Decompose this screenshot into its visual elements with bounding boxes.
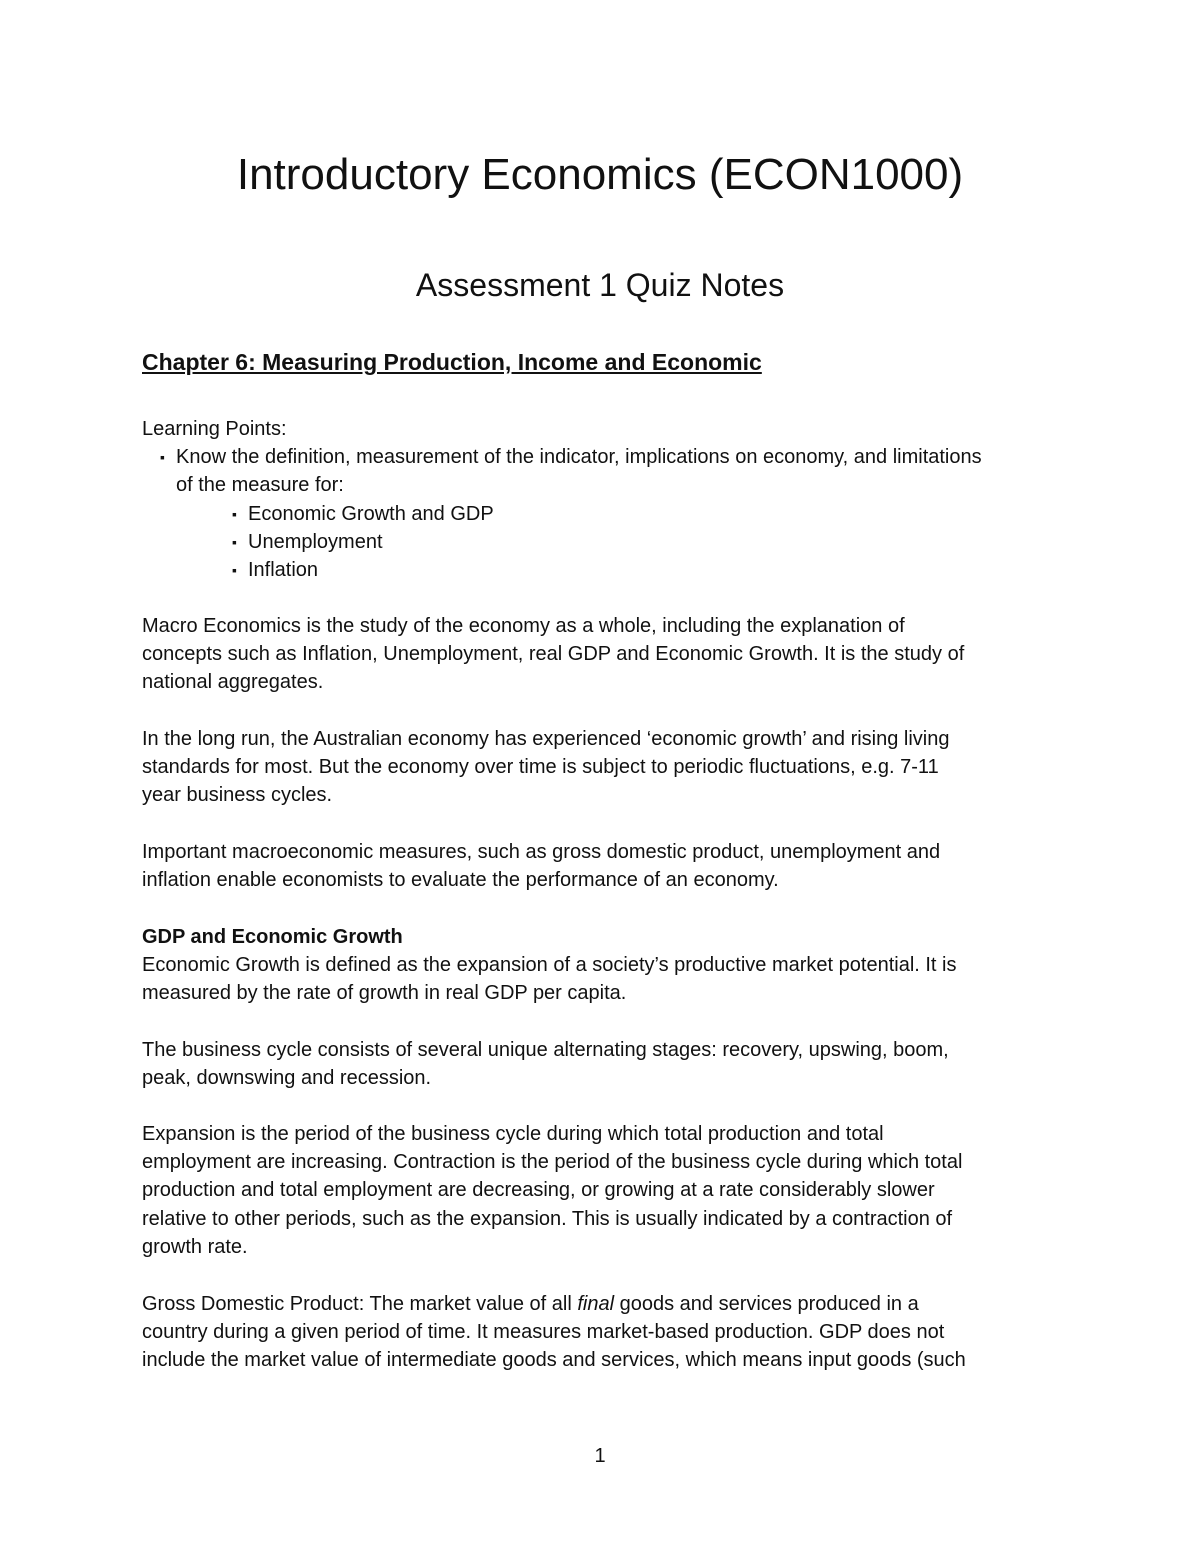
list-item-text: Unemployment xyxy=(248,531,383,554)
paragraph-line: In the long run, the Australian economy has experienced ‘economic growth’ and rising living xyxy=(142,728,950,750)
bullet-icon: ▪ xyxy=(232,562,237,579)
paragraph-measures xyxy=(142,838,1072,894)
paragraph-line: standards for most. But the economy over time is subject to periodic fluctuations, e.g. 7-11 xyxy=(142,756,939,779)
list-item xyxy=(230,556,830,584)
italic-text: final xyxy=(577,1293,615,1315)
text-run: goods and services produced in a xyxy=(614,1293,919,1315)
list-item xyxy=(158,443,1068,499)
list-item-text: Know the definition, measurement of the indicator, implications on economy, and limitations xyxy=(176,446,982,468)
paragraph-gdp-definition xyxy=(142,1290,1072,1375)
paragraph-line: relative to other periods, such as the expansion. This is usually indicated by a contraction of xyxy=(142,1207,953,1230)
paragraph-line: Economic Growth is defined as the expansion of a society’s productive market potential. It is xyxy=(142,954,957,976)
learning-points-list xyxy=(158,443,1068,499)
list-item-text: Inflation xyxy=(248,559,319,582)
paragraph-line: production and total employment are decreasing, or growing at a rate considerably slower xyxy=(142,1179,935,1202)
paragraph-long-run xyxy=(142,725,1072,810)
page-number: 1 xyxy=(594,1445,606,1467)
bullet-icon: ▪ xyxy=(232,506,237,522)
paragraph-line: The business cycle consists of several unique alternating stages: recovery, upswing, boom, xyxy=(142,1039,949,1061)
paragraph-line: include the market value of intermediate goods and services, which means input goods (such xyxy=(142,1349,966,1372)
document-title: Introductory Economics (ECON1000) xyxy=(236,150,964,199)
list-item xyxy=(230,500,830,528)
text-run: Gross Domestic Product: The market value of all xyxy=(142,1293,578,1315)
paragraph-macro-economics xyxy=(142,612,1072,697)
paragraph-line: Important macroeconomic measures, such as gross domestic product, unemployment and xyxy=(142,841,941,863)
list-item-text: Economic Growth and GDP xyxy=(248,503,494,525)
paragraph-line: year business cycles. xyxy=(142,784,333,807)
bullet-icon: ▪ xyxy=(232,534,237,551)
document-subtitle: Assessment 1 Quiz Notes xyxy=(415,267,785,303)
bullet-icon: ▪ xyxy=(160,449,165,465)
learning-points-sublist xyxy=(230,500,830,585)
paragraph-line: inflation enable economists to evaluate the performance of an economy. xyxy=(142,869,779,892)
chapter-heading: Chapter 6: Measuring Production, Income and Economic xyxy=(142,349,762,375)
learning-points-label: Learning Points: xyxy=(142,418,287,440)
paragraph-line: country during a given period of time. It measures market-based production. GDP does not xyxy=(142,1321,945,1344)
paragraph-line: Macro Economics is the study of the economy as a whole, including the explanation of xyxy=(142,615,905,637)
section-heading-gdp: GDP and Economic Growth xyxy=(142,926,403,948)
paragraph-line: peak, downswing and recession. xyxy=(142,1067,432,1090)
paragraph-line xyxy=(142,1290,1072,1318)
paragraph-economic-growth xyxy=(142,951,1072,1007)
paragraph-line: employment are increasing. Contraction is the period of the business cycle during which total xyxy=(142,1151,963,1174)
paragraph-line: national aggregates. xyxy=(142,671,324,694)
paragraph-line: concepts such as Inflation, Unemployment, real GDP and Economic Growth. It is the study of xyxy=(142,643,965,666)
list-item-text: of the measure for: xyxy=(176,474,344,497)
paragraph-business-cycle xyxy=(142,1036,1072,1092)
paragraph-line: Expansion is the period of the business cycle during which total production and total xyxy=(142,1123,884,1145)
paragraph-line: growth rate. xyxy=(142,1235,248,1258)
paragraph-line: measured by the rate of growth in real GDP per capita. xyxy=(142,982,627,1005)
paragraph-expansion xyxy=(142,1120,1072,1261)
list-item xyxy=(230,528,830,556)
